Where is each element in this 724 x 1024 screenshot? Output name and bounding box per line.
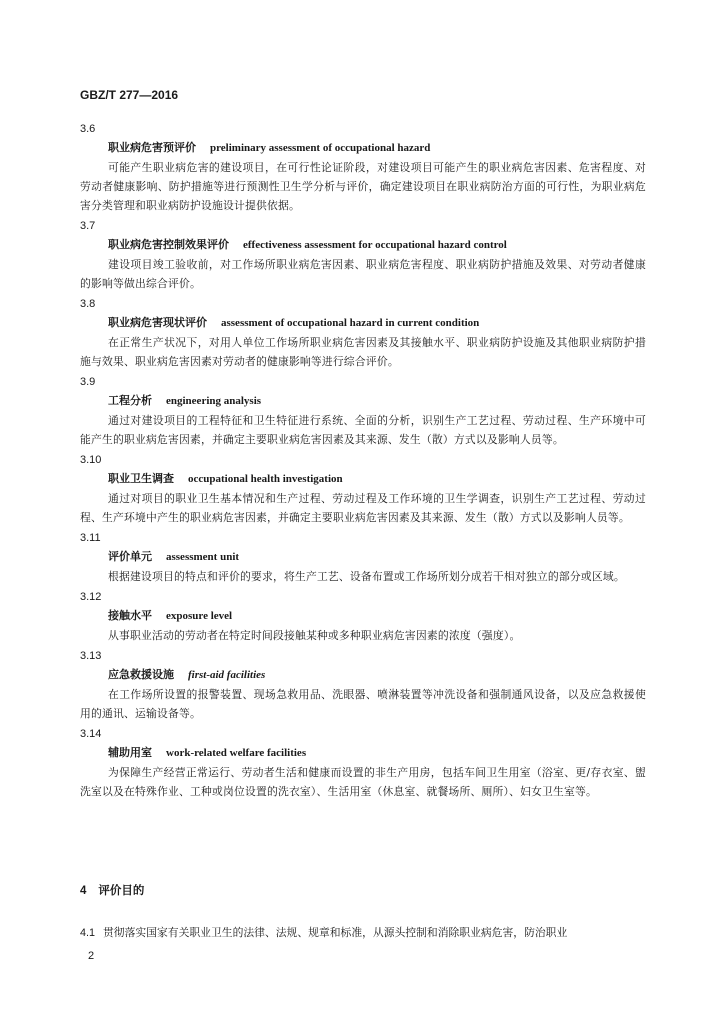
clause-3-6 [80,120,646,215]
term-zh: 职业病危害预评价 [108,141,196,154]
term-heading [108,665,646,685]
clause-number: 3.9 [80,376,96,388]
term-heading [108,606,646,626]
term-zh: 职业病危害现状评价 [108,316,207,329]
definition: 从事职业活动的劳动者在特定时间段接触某种或多种职业病危害因素的浓度（强度）。 [108,629,521,642]
page-number: 2 [88,950,95,962]
term-en: assessment of occupational hazard in current condition [221,317,480,329]
clause-number: 3.11 [80,532,101,544]
clause-3-13 [80,647,646,723]
term-en: assessment unit [166,551,240,563]
clause-number: 3.10 [80,454,102,466]
section-title: 评价目的 [98,883,145,897]
clause-number: 3.13 [80,650,102,662]
definition: 通过对项目的职业卫生基本情况和生产过程、劳动过程及工作环境的卫生学调查，识别生产工艺过程、劳动过程、生产环境中产生的职业病危害因素，并确定主要职业病危害因素及其来源、发生（散）方式以及影响人员等。 [80,492,646,524]
definition: 根据建设项目的特点和评价的要求，将生产工艺、设备布置或工作场所划分成若干相对独立的部分或区域。 [108,570,625,583]
standard-code: GBZ/T 277—2016 [80,88,179,102]
term-zh: 评价单元 [108,550,152,563]
definition: 可能产生职业病危害的建设项目，在可行性论证阶段，对建设项目可能产生的职业病危害因素、危害程度、对劳动者健康影响、防护措施等进行预测性卫生学分析与评价，确定建设项目在职业病防治方面的可行性，为职业病危害分类管理和职业病防护设施设计提供依据。 [80,161,646,212]
term-en: preliminary assessment of occupational hazard [210,142,431,154]
clause-3-14 [80,725,646,801]
clause-number: 3.14 [80,728,102,740]
term-zh: 应急救援设施 [108,668,174,681]
clause-number: 3.8 [80,298,96,310]
clause-3-10 [80,451,646,527]
clause-3-8 [80,295,646,371]
definition: 建设项目竣工验收前，对工作场所职业病危害因素、职业病危害程度、职业病防护措施及效果、对劳动者健康的影响等做出综合评价。 [80,258,646,290]
term-zh: 辅助用室 [108,746,152,759]
definition: 为保障生产经营正常运行、劳动者生活和健康而设置的非生产用房，包括车间卫生用室（浴室、更/存衣室、盥洗室以及在特殊作业、工种或岗位设置的洗衣室）、生活用室（休息室、就餐场所、厕所）、妇女卫生室等。 [80,766,646,798]
subclause-number: 4.1 [80,927,96,939]
term-heading [108,469,646,489]
clause-3-11 [80,529,646,586]
definition: 在工作场所设置的报警装置、现场急救用品、洗眼器、喷淋装置等冲洗设备和强制通风设备，以及应急救援使用的通讯、运输设备等。 [80,688,646,720]
definition: 在正常生产状况下，对用人单位工作场所职业病危害因素及其接触水平、职业病防护设施及其他职业病防护措施与效果、职业病危害因素对劳动者的健康影响等进行综合评价。 [80,336,646,368]
clause-number: 3.6 [80,123,96,135]
clause-list [80,120,646,803]
term-heading [108,138,646,158]
term-heading [108,313,646,333]
term-heading [108,235,646,255]
term-zh: 接触水平 [108,609,152,622]
term-en: work-related welfare facilities [166,747,307,759]
clause-3-9 [80,373,646,449]
subclause-4-1 [80,925,646,940]
clause-number: 3.7 [80,220,96,232]
clause-3-12 [80,588,646,645]
term-en: first-aid facilities [188,669,266,681]
subclause-text: 贯彻落实国家有关职业卫生的法律、法规、规章和标准，从源头控制和消除职业病危害，防治职业 [103,926,568,939]
term-en: effectiveness assessment for occupational hazard control [243,239,507,251]
term-zh: 职业病危害控制效果评价 [108,238,229,251]
definition: 通过对建设项目的工程特征和卫生特征进行系统、全面的分析，识别生产工艺过程、劳动过程、生产环境中可能产生的职业病危害因素，并确定主要职业病危害因素及其来源、发生（散）方式以及影响人员等。 [80,414,646,446]
clause-number: 3.12 [80,591,102,603]
term-en: occupational health investigation [188,473,343,485]
section-heading [80,882,144,898]
term-heading [108,391,646,411]
term-zh: 工程分析 [108,394,152,407]
clause-3-7 [80,217,646,293]
term-heading [108,743,646,763]
term-en: exposure level [166,610,233,622]
section-number: 4 [80,885,87,897]
term-zh: 职业卫生调查 [108,472,174,485]
term-en: engineering analysis [166,395,262,407]
term-heading [108,547,646,567]
